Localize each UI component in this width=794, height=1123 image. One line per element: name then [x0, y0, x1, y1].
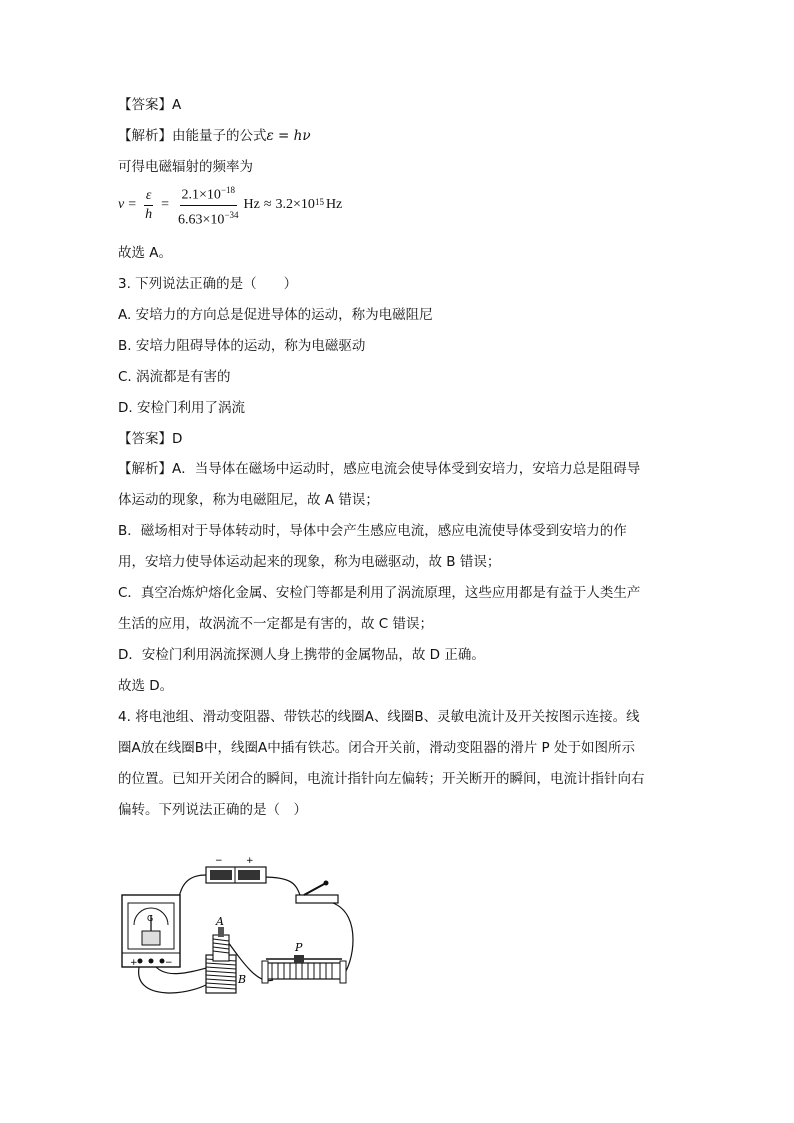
- q2-explain-text: 由能量子的公式: [172, 128, 267, 144]
- rheostat-icon: [262, 955, 346, 983]
- q4-line-4: 偏转。下列说法正确的是（ ）: [118, 802, 307, 819]
- frequency-formula: ν = $\frac{\varepsilon}{h}$ = $\frac{2.1\times 10^{-18}}{6.63\times 10^{-34}}$ Hz ≈ 3.2×10 $^{15}$ Hz: [118, 182, 698, 228]
- coil-a-label: A: [216, 915, 224, 928]
- q3-option-a: A. 安培力的方向总是促进导体的运动，称为电磁阻尼: [118, 307, 433, 324]
- q4-stem: [118, 702, 698, 826]
- q3-option-d: D. 安检门利用了涡流: [118, 400, 245, 417]
- q2-freq-line: 可得电磁辐射的频率为: [118, 159, 253, 175]
- q3-stem: 3. 下列说法正确的是（ ）: [118, 276, 298, 293]
- galvanometer-icon: [122, 895, 180, 967]
- formula-result-exp: 15: [314, 197, 324, 208]
- q3-explain-b-2: 用，安培力使导体运动起来的现象，称为电磁驱动，故 B 错误；: [118, 554, 501, 571]
- q3-explain-a-1: 【解析】A．当导体在磁场中运动时，感应电流会使导体受到安培力，安培力总是阻碍导: [118, 461, 641, 478]
- document-page: [118, 96, 698, 826]
- q2-explanation: [118, 127, 698, 145]
- coil-b-label: B: [238, 973, 247, 986]
- q3-explain-a-2: 体运动的现象，称为电磁阻尼，故 A 错误；: [118, 492, 379, 509]
- q3-answer: 【答案】D: [118, 431, 183, 448]
- formula-frac-numeric: [176, 182, 240, 228]
- wire-meter-to-battery: [178, 875, 208, 910]
- coil-a-icon: [213, 927, 229, 961]
- q3-explain-d: D．安检门利用涡流探测人身上携带的金属物品，故 D 正确。: [118, 647, 485, 664]
- q3-option-b: B. 安培力阻碍导体的运动，称为电磁驱动: [118, 338, 366, 355]
- formula-approx: ≈: [263, 197, 272, 213]
- q4-line-1: 4. 将电池组、滑动变阻器、带铁芯的线圈A、线圈B、灵敏电流计及开关按图示连接。线: [118, 709, 640, 726]
- q2-formula-inline: ε = hν: [266, 128, 311, 144]
- formula-result: 3.2×10: [275, 197, 315, 213]
- q3-conclusion: 故选 D。: [118, 678, 174, 695]
- circuit-diagram: [118, 855, 358, 1005]
- formula-frac-symbolic: [143, 188, 154, 223]
- formula-frac1-num: ε: [144, 188, 154, 206]
- q4-line-2: 圈A放在线圈B中，线圈A中插有铁芯。闭合开关前，滑动变阻器的滑片 P 处于如图所示: [118, 740, 635, 757]
- q2-explain-label: 【解析】: [118, 128, 172, 144]
- formula-frac2-num-exp: −18: [220, 185, 236, 195]
- q3-explanation: [118, 454, 698, 702]
- q3-explain-c-1: C．真空冶炼炉熔化金属、安检门等都是利用了涡流原理，这些应用都是有益于人类生产: [118, 585, 641, 602]
- battery-plus-label: +: [246, 856, 254, 866]
- slider-p-label: P: [295, 941, 303, 954]
- battery-minus-label: −: [215, 856, 223, 866]
- meter-plus-label: +: [130, 958, 138, 968]
- meter-minus-label: −: [165, 958, 173, 968]
- galvanometer-g-label: G: [147, 914, 154, 923]
- formula-result-unit: Hz: [325, 197, 343, 213]
- formula-frac1-den: h: [145, 206, 153, 222]
- switch-icon: [296, 881, 338, 904]
- q2-conclusion: 故选 A。: [118, 245, 173, 262]
- formula-lhs: ν: [118, 197, 125, 213]
- q2-answer: 【答案】A: [118, 97, 182, 113]
- formula-frac2-num: 2.1×10: [181, 187, 221, 203]
- q4-line-3: 的位置。已知开关闭合的瞬间，电流计指针向左偏转；开关断开的瞬间，电流计指针向右: [118, 771, 645, 788]
- battery-icon: [206, 867, 266, 883]
- q3-explain-b-1: B．磁场相对于导体转动时，导体中会产生感应电流，感应电流使导体受到安培力的作: [118, 523, 627, 540]
- q3-option-c: C. 涡流都是有害的: [118, 369, 231, 386]
- formula-frac2-den-exp: −34: [224, 209, 239, 220]
- formula-frac2-den: 6.63×10: [178, 212, 225, 228]
- wire-battery-to-switch: [263, 877, 300, 895]
- formula-unit: Hz: [243, 197, 260, 213]
- q3-explain-c-2: 生活的应用，故涡流不一定都是有害的，故 C 错误；: [118, 616, 434, 633]
